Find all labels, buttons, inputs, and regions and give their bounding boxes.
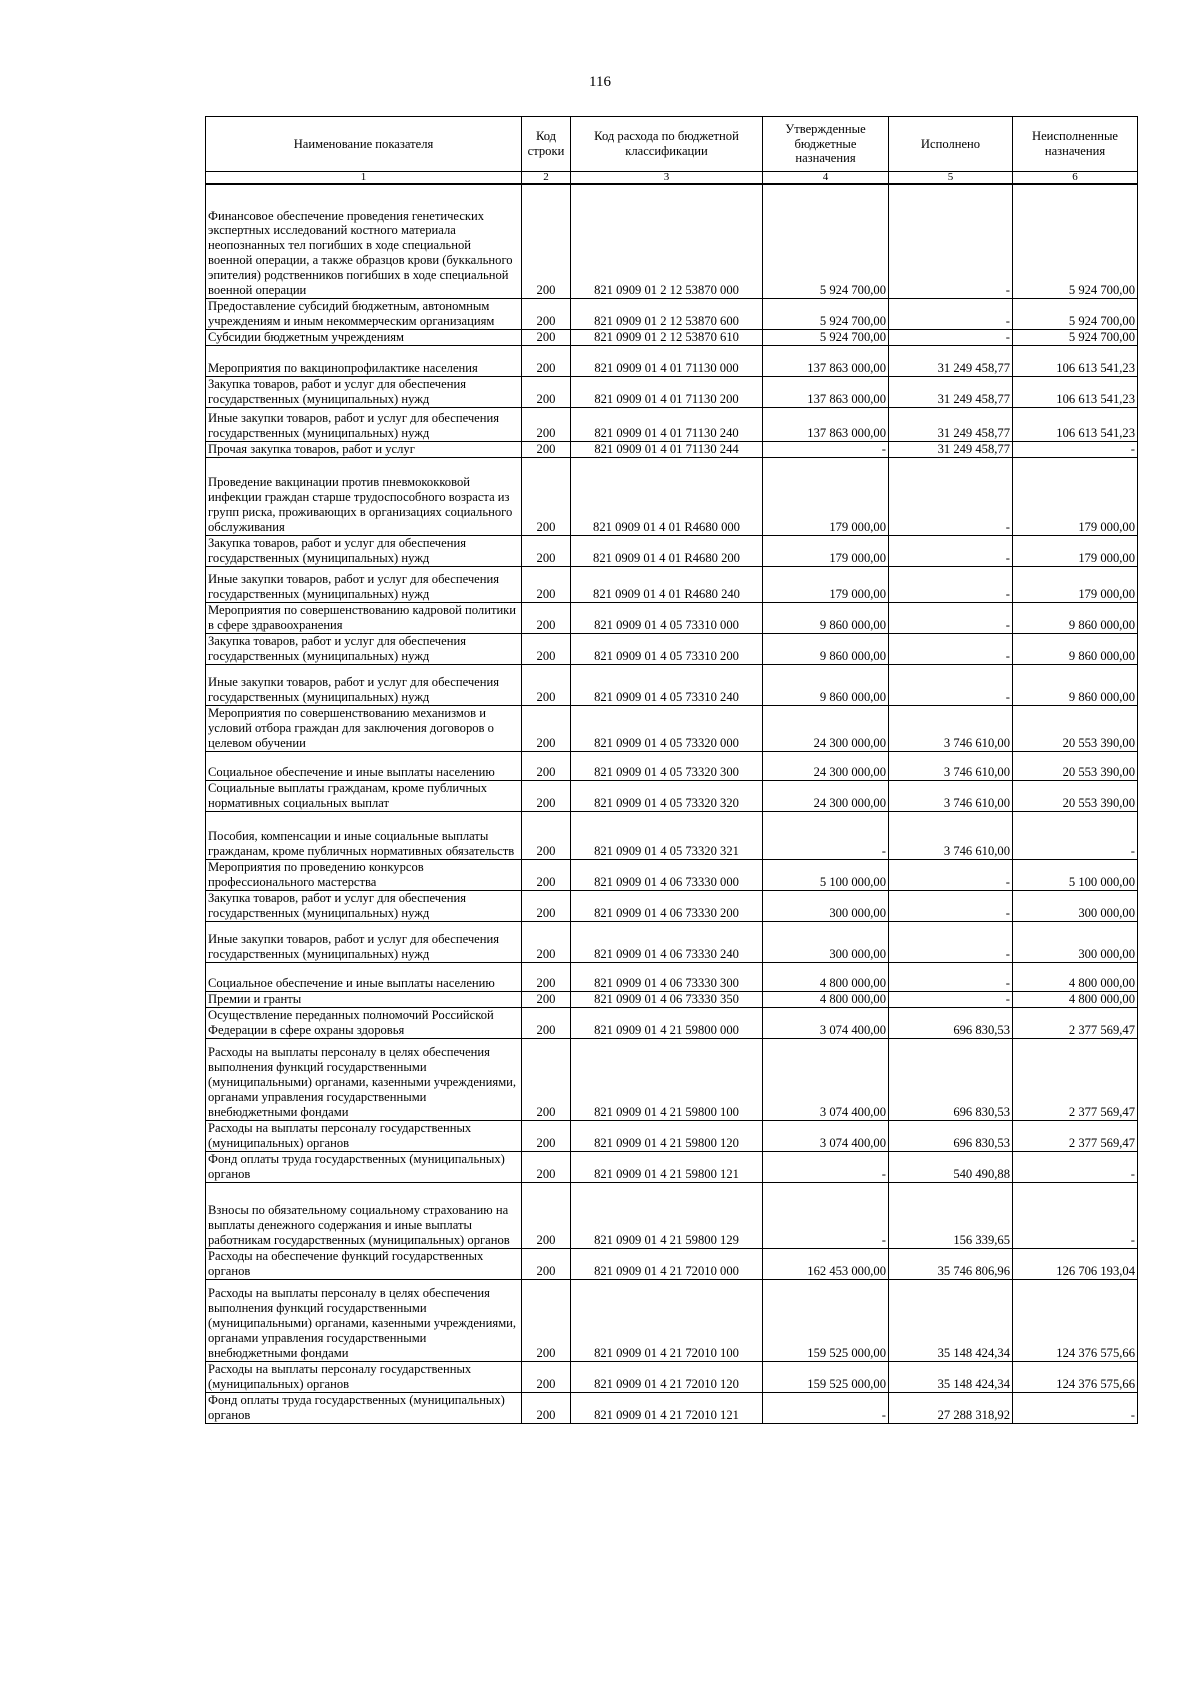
table-row xyxy=(206,1183,1138,1249)
row-approved-amount: 162 453 000,00 xyxy=(763,1249,889,1280)
row-approved-amount: 4 800 000,00 xyxy=(763,963,889,992)
row-line-code: 200 xyxy=(522,634,571,665)
table-row xyxy=(206,706,1138,752)
table-row xyxy=(206,1249,1138,1280)
row-executed-amount: 3 746 610,00 xyxy=(889,781,1013,812)
table-row xyxy=(206,1362,1138,1393)
column-number: 4 xyxy=(763,172,889,185)
row-line-code: 200 xyxy=(522,458,571,536)
table-row xyxy=(206,377,1138,408)
row-budget-code: 821 0909 01 4 05 73320 320 xyxy=(571,781,763,812)
row-line-code: 200 xyxy=(522,408,571,442)
row-executed-amount: 540 490,88 xyxy=(889,1152,1013,1183)
row-approved-amount: 137 863 000,00 xyxy=(763,346,889,377)
row-approved-amount: 300 000,00 xyxy=(763,891,889,922)
column-number: 2 xyxy=(522,172,571,185)
table-row xyxy=(206,1152,1138,1183)
row-indicator-name: Субсидии бюджетным учреждениям xyxy=(206,330,522,346)
table-body xyxy=(206,184,1138,1424)
row-indicator-name: Иные закупки товаров, работ и услуг для обеспечения государственных (муниципальных) нужд xyxy=(206,665,522,706)
row-remaining-amount: - xyxy=(1013,1393,1138,1424)
row-executed-amount: 31 249 458,77 xyxy=(889,377,1013,408)
row-approved-amount: 5 924 700,00 xyxy=(763,184,889,299)
row-budget-code: 821 0909 01 4 21 72010 121 xyxy=(571,1393,763,1424)
row-budget-code: 821 0909 01 4 05 73320 300 xyxy=(571,752,763,781)
table-row xyxy=(206,184,1138,299)
row-executed-amount: 3 746 610,00 xyxy=(889,812,1013,860)
row-approved-amount: 3 074 400,00 xyxy=(763,1121,889,1152)
row-remaining-amount: 2 377 569,47 xyxy=(1013,1121,1138,1152)
row-remaining-amount: - xyxy=(1013,1152,1138,1183)
row-indicator-name: Расходы на обеспечение функций государственных органов xyxy=(206,1249,522,1280)
row-line-code: 200 xyxy=(522,752,571,781)
row-budget-code: 821 0909 01 4 05 73310 240 xyxy=(571,665,763,706)
row-indicator-name: Закупка товаров, работ и услуг для обеспечения государственных (муниципальных) нужд xyxy=(206,891,522,922)
row-line-code: 200 xyxy=(522,442,571,458)
row-approved-amount: 5 924 700,00 xyxy=(763,330,889,346)
row-budget-code: 821 0909 01 4 21 59800 120 xyxy=(571,1121,763,1152)
row-budget-code: 821 0909 01 4 21 59800 121 xyxy=(571,1152,763,1183)
row-budget-code: 821 0909 01 4 21 72010 000 xyxy=(571,1249,763,1280)
row-indicator-name: Иные закупки товаров, работ и услуг для обеспечения государственных (муниципальных) нужд xyxy=(206,567,522,603)
column-number-row xyxy=(206,172,1138,185)
row-executed-amount: 31 249 458,77 xyxy=(889,346,1013,377)
row-line-code: 200 xyxy=(522,536,571,567)
row-indicator-name: Социальное обеспечение и иные выплаты населению xyxy=(206,963,522,992)
table-row xyxy=(206,752,1138,781)
table-row xyxy=(206,781,1138,812)
row-indicator-name: Прочая закупка товаров, работ и услуг xyxy=(206,442,522,458)
row-executed-amount: - xyxy=(889,992,1013,1008)
row-budget-code: 821 0909 01 2 12 53870 600 xyxy=(571,299,763,330)
row-remaining-amount: 126 706 193,04 xyxy=(1013,1249,1138,1280)
row-remaining-amount: - xyxy=(1013,812,1138,860)
row-line-code: 200 xyxy=(522,891,571,922)
row-approved-amount: 179 000,00 xyxy=(763,458,889,536)
row-indicator-name: Мероприятия по вакцинопрофилактике населения xyxy=(206,346,522,377)
column-number: 5 xyxy=(889,172,1013,185)
row-approved-amount: 9 860 000,00 xyxy=(763,665,889,706)
row-remaining-amount: 20 553 390,00 xyxy=(1013,752,1138,781)
row-budget-code: 821 0909 01 4 05 73320 321 xyxy=(571,812,763,860)
row-budget-code: 821 0909 01 4 01 71130 200 xyxy=(571,377,763,408)
row-executed-amount: 156 339,65 xyxy=(889,1183,1013,1249)
table-row xyxy=(206,812,1138,860)
row-remaining-amount: 179 000,00 xyxy=(1013,458,1138,536)
row-remaining-amount: 20 553 390,00 xyxy=(1013,781,1138,812)
row-indicator-name: Иные закупки товаров, работ и услуг для обеспечения государственных (муниципальных) нужд xyxy=(206,922,522,963)
row-remaining-amount: 5 924 700,00 xyxy=(1013,184,1138,299)
row-remaining-amount: 179 000,00 xyxy=(1013,536,1138,567)
row-remaining-amount: 5 100 000,00 xyxy=(1013,860,1138,891)
row-budget-code: 821 0909 01 4 05 73310 200 xyxy=(571,634,763,665)
row-remaining-amount: 124 376 575,66 xyxy=(1013,1280,1138,1362)
row-approved-amount: 9 860 000,00 xyxy=(763,634,889,665)
table-row xyxy=(206,1393,1138,1424)
row-indicator-name: Социальные выплаты гражданам, кроме публичных нормативных социальных выплат xyxy=(206,781,522,812)
row-executed-amount: 35 148 424,34 xyxy=(889,1362,1013,1393)
row-approved-amount: 4 800 000,00 xyxy=(763,992,889,1008)
row-indicator-name: Мероприятия по совершенствованию кадровой политики в сфере здравоохранения xyxy=(206,603,522,634)
row-line-code: 200 xyxy=(522,1280,571,1362)
row-budget-code: 821 0909 01 4 06 73330 350 xyxy=(571,992,763,1008)
row-approved-amount: 24 300 000,00 xyxy=(763,706,889,752)
header-line-code: Код строки xyxy=(522,117,571,172)
row-line-code: 200 xyxy=(522,812,571,860)
row-indicator-name: Социальное обеспечение и иные выплаты населению xyxy=(206,752,522,781)
row-budget-code: 821 0909 01 4 01 71130 244 xyxy=(571,442,763,458)
table-row xyxy=(206,346,1138,377)
row-indicator-name: Расходы на выплаты персоналу государственных (муниципальных) органов xyxy=(206,1362,522,1393)
row-remaining-amount: 106 613 541,23 xyxy=(1013,408,1138,442)
row-indicator-name: Иные закупки товаров, работ и услуг для обеспечения государственных (муниципальных) нужд xyxy=(206,408,522,442)
row-budget-code: 821 0909 01 4 06 73330 240 xyxy=(571,922,763,963)
row-indicator-name: Закупка товаров, работ и услуг для обеспечения государственных (муниципальных) нужд xyxy=(206,634,522,665)
row-budget-code: 821 0909 01 4 06 73330 000 xyxy=(571,860,763,891)
row-executed-amount: - xyxy=(889,603,1013,634)
row-approved-amount: 5 924 700,00 xyxy=(763,299,889,330)
row-remaining-amount: 5 924 700,00 xyxy=(1013,299,1138,330)
table-header-row xyxy=(206,117,1138,172)
table-row xyxy=(206,1121,1138,1152)
row-line-code: 200 xyxy=(522,330,571,346)
row-line-code: 200 xyxy=(522,567,571,603)
row-remaining-amount: 300 000,00 xyxy=(1013,922,1138,963)
row-executed-amount: - xyxy=(889,299,1013,330)
row-executed-amount: - xyxy=(889,184,1013,299)
row-line-code: 200 xyxy=(522,963,571,992)
row-remaining-amount: 9 860 000,00 xyxy=(1013,634,1138,665)
table-row xyxy=(206,922,1138,963)
row-budget-code: 821 0909 01 4 01 R4680 000 xyxy=(571,458,763,536)
row-approved-amount: - xyxy=(763,1393,889,1424)
table-row xyxy=(206,330,1138,346)
column-number: 6 xyxy=(1013,172,1138,185)
row-budget-code: 821 0909 01 4 21 72010 100 xyxy=(571,1280,763,1362)
row-approved-amount: - xyxy=(763,442,889,458)
row-executed-amount: 35 746 806,96 xyxy=(889,1249,1013,1280)
row-indicator-name: Финансовое обеспечение проведения генетических экспертных исследований костного материала неопознанных тел погибших в ходе специальной военной операции, а также образцов крови (буккального эпителия) родственников погибших в ходе специальной военной операции xyxy=(206,184,522,299)
table-row xyxy=(206,634,1138,665)
row-executed-amount: 696 830,53 xyxy=(889,1121,1013,1152)
row-approved-amount: 24 300 000,00 xyxy=(763,781,889,812)
row-budget-code: 821 0909 01 4 06 73330 300 xyxy=(571,963,763,992)
row-remaining-amount: 20 553 390,00 xyxy=(1013,706,1138,752)
header-executed: Исполнено xyxy=(889,117,1013,172)
row-line-code: 200 xyxy=(522,1393,571,1424)
row-indicator-name: Расходы на выплаты персоналу в целях обеспечения выполнения функций государственными (муниципальными) органами, казенными учреждениями, органами управления государственными внебюджетными фондами xyxy=(206,1039,522,1121)
row-approved-amount: 159 525 000,00 xyxy=(763,1362,889,1393)
row-indicator-name: Закупка товаров, работ и услуг для обеспечения государственных (муниципальных) нужд xyxy=(206,536,522,567)
row-indicator-name: Взносы по обязательному социальному страхованию на выплаты денежного содержания и иные выплаты работникам государственных (муниципальных) органов xyxy=(206,1183,522,1249)
row-indicator-name: Расходы на выплаты персоналу государственных (муниципальных) органов xyxy=(206,1121,522,1152)
row-executed-amount: - xyxy=(889,634,1013,665)
row-approved-amount: 179 000,00 xyxy=(763,536,889,567)
row-executed-amount: 35 148 424,34 xyxy=(889,1280,1013,1362)
row-approved-amount: - xyxy=(763,1152,889,1183)
row-budget-code: 821 0909 01 4 21 72010 120 xyxy=(571,1362,763,1393)
row-indicator-name: Проведение вакцинации против пневмококковой инфекции граждан старше трудоспособного возраста из групп риска, проживающих в организациях социального обслуживания xyxy=(206,458,522,536)
row-executed-amount: 27 288 318,92 xyxy=(889,1393,1013,1424)
row-executed-amount: - xyxy=(889,891,1013,922)
row-approved-amount: 9 860 000,00 xyxy=(763,603,889,634)
table-row xyxy=(206,860,1138,891)
table-row xyxy=(206,442,1138,458)
table-row xyxy=(206,408,1138,442)
row-budget-code: 821 0909 01 4 21 59800 100 xyxy=(571,1039,763,1121)
row-indicator-name: Предоставление субсидий бюджетным, автономным учреждениям и иным некоммерческим организациям xyxy=(206,299,522,330)
budget-execution-table xyxy=(205,116,1138,1424)
row-line-code: 200 xyxy=(522,299,571,330)
row-line-code: 200 xyxy=(522,377,571,408)
row-indicator-name: Мероприятия по совершенствованию механизмов и условий отбора граждан для заключения договоров о целевом обучении xyxy=(206,706,522,752)
table-row xyxy=(206,1280,1138,1362)
row-indicator-name: Премии и гранты xyxy=(206,992,522,1008)
row-executed-amount: - xyxy=(889,665,1013,706)
row-executed-amount: - xyxy=(889,963,1013,992)
row-executed-amount: - xyxy=(889,536,1013,567)
row-budget-code: 821 0909 01 4 05 73310 000 xyxy=(571,603,763,634)
header-approved: Утвержденные бюджетные назначения xyxy=(763,117,889,172)
row-remaining-amount: 9 860 000,00 xyxy=(1013,603,1138,634)
row-line-code: 200 xyxy=(522,1008,571,1039)
row-remaining-amount: 106 613 541,23 xyxy=(1013,346,1138,377)
row-approved-amount: 5 100 000,00 xyxy=(763,860,889,891)
row-indicator-name: Расходы на выплаты персоналу в целях обеспечения выполнения функций государственными (муниципальными) органами, казенными учреждениями, органами управления государственными внебюджетными фондами xyxy=(206,1280,522,1362)
table-row xyxy=(206,536,1138,567)
row-approved-amount: 179 000,00 xyxy=(763,567,889,603)
header-indicator-name: Наименование показателя xyxy=(206,117,522,172)
row-budget-code: 821 0909 01 4 01 71130 000 xyxy=(571,346,763,377)
table-row xyxy=(206,1039,1138,1121)
row-remaining-amount: 2 377 569,47 xyxy=(1013,1039,1138,1121)
row-remaining-amount: 2 377 569,47 xyxy=(1013,1008,1138,1039)
row-line-code: 200 xyxy=(522,1152,571,1183)
row-line-code: 200 xyxy=(522,184,571,299)
row-approved-amount: 159 525 000,00 xyxy=(763,1280,889,1362)
row-remaining-amount: 106 613 541,23 xyxy=(1013,377,1138,408)
row-executed-amount: - xyxy=(889,567,1013,603)
table-row xyxy=(206,299,1138,330)
row-indicator-name: Мероприятия по проведению конкурсов профессионального мастерства xyxy=(206,860,522,891)
row-executed-amount: 3 746 610,00 xyxy=(889,706,1013,752)
column-number: 1 xyxy=(206,172,522,185)
row-approved-amount: 137 863 000,00 xyxy=(763,377,889,408)
row-indicator-name: Осуществление переданных полномочий Российской Федерации в сфере охраны здоровья xyxy=(206,1008,522,1039)
row-indicator-name: Фонд оплаты труда государственных (муниципальных) органов xyxy=(206,1152,522,1183)
row-remaining-amount: 124 376 575,66 xyxy=(1013,1362,1138,1393)
row-budget-code: 821 0909 01 4 21 59800 000 xyxy=(571,1008,763,1039)
row-remaining-amount: - xyxy=(1013,442,1138,458)
row-executed-amount: 696 830,53 xyxy=(889,1039,1013,1121)
header-remaining: Неисполненные назначения xyxy=(1013,117,1138,172)
row-budget-code: 821 0909 01 2 12 53870 610 xyxy=(571,330,763,346)
row-approved-amount: 3 074 400,00 xyxy=(763,1039,889,1121)
row-executed-amount: 696 830,53 xyxy=(889,1008,1013,1039)
row-budget-code: 821 0909 01 4 01 71130 240 xyxy=(571,408,763,442)
row-approved-amount: 3 074 400,00 xyxy=(763,1008,889,1039)
row-budget-code: 821 0909 01 4 06 73330 200 xyxy=(571,891,763,922)
page-number: 116 xyxy=(589,74,611,90)
table-row xyxy=(206,1008,1138,1039)
table-row xyxy=(206,567,1138,603)
row-executed-amount: 31 249 458,77 xyxy=(889,408,1013,442)
row-line-code: 200 xyxy=(522,992,571,1008)
row-approved-amount: 24 300 000,00 xyxy=(763,752,889,781)
row-budget-code: 821 0909 01 4 01 R4680 240 xyxy=(571,567,763,603)
table-row xyxy=(206,458,1138,536)
table-row xyxy=(206,992,1138,1008)
row-line-code: 200 xyxy=(522,922,571,963)
table-row xyxy=(206,963,1138,992)
row-indicator-name: Закупка товаров, работ и услуг для обеспечения государственных (муниципальных) нужд xyxy=(206,377,522,408)
row-line-code: 200 xyxy=(522,1039,571,1121)
row-executed-amount: 3 746 610,00 xyxy=(889,752,1013,781)
row-approved-amount: 300 000,00 xyxy=(763,922,889,963)
row-executed-amount: - xyxy=(889,922,1013,963)
row-line-code: 200 xyxy=(522,781,571,812)
row-approved-amount: 137 863 000,00 xyxy=(763,408,889,442)
table-row xyxy=(206,603,1138,634)
row-line-code: 200 xyxy=(522,1121,571,1152)
header-budget-code: Код расхода по бюджетной классификации xyxy=(571,117,763,172)
table-row xyxy=(206,665,1138,706)
row-approved-amount: - xyxy=(763,812,889,860)
row-budget-code: 821 0909 01 4 21 59800 129 xyxy=(571,1183,763,1249)
row-remaining-amount: 4 800 000,00 xyxy=(1013,992,1138,1008)
row-line-code: 200 xyxy=(522,665,571,706)
row-line-code: 200 xyxy=(522,1249,571,1280)
row-line-code: 200 xyxy=(522,706,571,752)
column-number: 3 xyxy=(571,172,763,185)
row-executed-amount: - xyxy=(889,458,1013,536)
row-executed-amount: - xyxy=(889,860,1013,891)
table-row xyxy=(206,891,1138,922)
row-line-code: 200 xyxy=(522,1183,571,1249)
row-line-code: 200 xyxy=(522,860,571,891)
row-budget-code: 821 0909 01 4 01 R4680 200 xyxy=(571,536,763,567)
row-executed-amount: 31 249 458,77 xyxy=(889,442,1013,458)
row-remaining-amount: 179 000,00 xyxy=(1013,567,1138,603)
row-remaining-amount: - xyxy=(1013,1183,1138,1249)
row-budget-code: 821 0909 01 2 12 53870 000 xyxy=(571,184,763,299)
row-indicator-name: Пособия, компенсации и иные социальные выплаты гражданам, кроме публичных нормативных обязательств xyxy=(206,812,522,860)
row-line-code: 200 xyxy=(522,1362,571,1393)
row-indicator-name: Фонд оплаты труда государственных (муниципальных) органов xyxy=(206,1393,522,1424)
row-line-code: 200 xyxy=(522,603,571,634)
row-line-code: 200 xyxy=(522,346,571,377)
row-remaining-amount: 5 924 700,00 xyxy=(1013,330,1138,346)
row-budget-code: 821 0909 01 4 05 73320 000 xyxy=(571,706,763,752)
row-remaining-amount: 4 800 000,00 xyxy=(1013,963,1138,992)
row-remaining-amount: 9 860 000,00 xyxy=(1013,665,1138,706)
row-executed-amount: - xyxy=(889,330,1013,346)
row-approved-amount: - xyxy=(763,1183,889,1249)
row-remaining-amount: 300 000,00 xyxy=(1013,891,1138,922)
